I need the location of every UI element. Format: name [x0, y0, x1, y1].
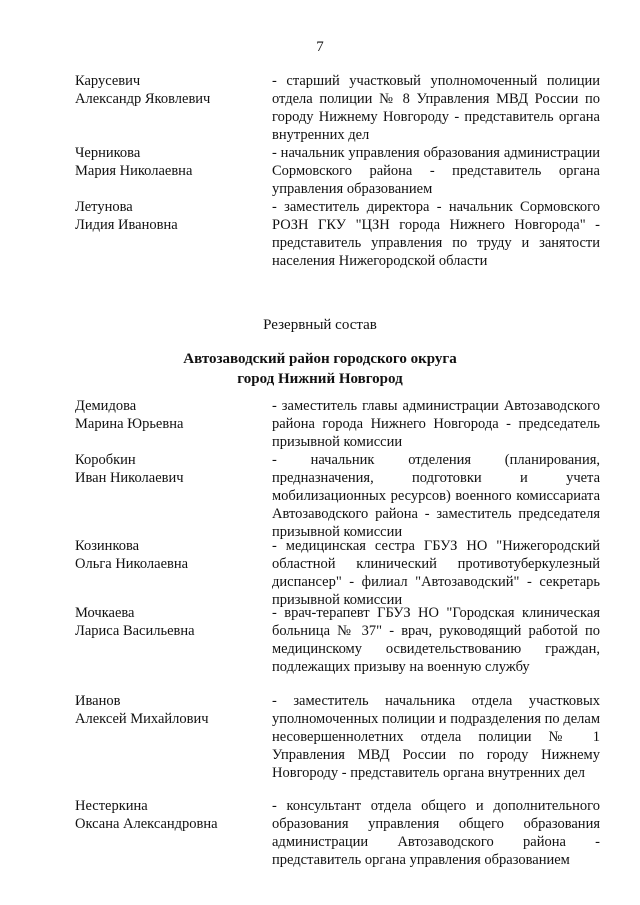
member-name — [75, 72, 265, 108]
member-surname: Коробкин — [75, 452, 136, 468]
member-name — [75, 144, 265, 180]
member-role: - начальник управления образования администрации Сормовского района - представитель органа управления образованием — [272, 145, 600, 197]
member-surname: Черникова — [75, 145, 141, 161]
member-given-name: Алексей Михайлович — [75, 711, 209, 727]
member-surname: Летунова — [75, 199, 133, 215]
member-given-name: Мария Николаевна — [75, 163, 193, 179]
member-name — [75, 451, 265, 487]
member-given-name: Ольга Николаевна — [75, 556, 189, 572]
member-surname: Козинкова — [75, 538, 140, 554]
member-given-name: Иван Николаевич — [75, 470, 184, 486]
member-name — [75, 198, 265, 234]
member-name — [75, 797, 265, 833]
member-name — [75, 692, 265, 728]
member-given-name: Оксана Александровна — [75, 816, 218, 832]
member-given-name: Марина Юрьевна — [75, 416, 184, 432]
district-heading-line: Автозаводский район городского округа — [183, 351, 457, 367]
member-role: - заместитель начальника отдела участковых уполномоченных полиции и подразделения по делам несовершеннолетних отдела полиции № 1 Управления МВД России по городу Нижнему Новгороду - представитель органа внутренних дел — [272, 693, 600, 781]
district-heading — [0, 349, 640, 389]
member-surname: Иванов — [75, 693, 121, 709]
member-role: - начальник отделения (планирования, предназначения, подготовки и учета мобилизационных ресурсов) военного комиссариата Автозаводского района - заместитель председателя призывной комиссии — [272, 452, 600, 540]
member-role: - консультант отдела общего и дополнительного образования управления общего образования администрации Автозаводского района - представитель органа управления образованием — [272, 798, 600, 868]
member-role: - медицинская сестра ГБУЗ НО "Нижегородский областной клинический противотуберкулезный диспансер" - филиал "Автозаводский" - секретарь призывной комиссии — [272, 538, 600, 608]
member-role: - заместитель главы администрации Автозаводского района города Нижнего Новгорода - председатель призывной комиссии — [272, 398, 600, 450]
member-role: - врач-терапевт ГБУЗ НО "Городская клиническая больница № 37" - врач, руководящий работой по медицинскому освидетельствованию граждан, подлежащих призыву на военную службу — [272, 605, 600, 675]
member-given-name: Александр Яковлевич — [75, 91, 211, 107]
member-given-name: Лидия Ивановна — [75, 217, 178, 233]
member-name — [75, 537, 265, 573]
member-role: - заместитель директора - начальник Сормовского РОЗН ГКУ "ЦЗН города Нижнего Новгорода" - представитель управления по труду и занятости населения Нижегородской области — [272, 199, 600, 269]
member-surname: Карусевич — [75, 73, 141, 89]
reserve-heading: Резервный состав — [263, 317, 377, 333]
member-surname: Демидова — [75, 398, 137, 414]
member-name — [75, 397, 265, 433]
member-name — [75, 604, 265, 640]
district-heading-line: город Нижний Новгород — [237, 371, 403, 387]
member-surname: Нестеркина — [75, 798, 148, 814]
member-surname: Мочкаева — [75, 605, 135, 621]
page-number: 7 — [316, 39, 324, 55]
member-given-name: Лариса Васильевна — [75, 623, 195, 639]
member-role: - старший участковый уполномоченный полиции отдела полиции № 8 Управления МВД России по городу Нижнему Новгороду - представитель органа внутренних дел — [272, 73, 600, 143]
